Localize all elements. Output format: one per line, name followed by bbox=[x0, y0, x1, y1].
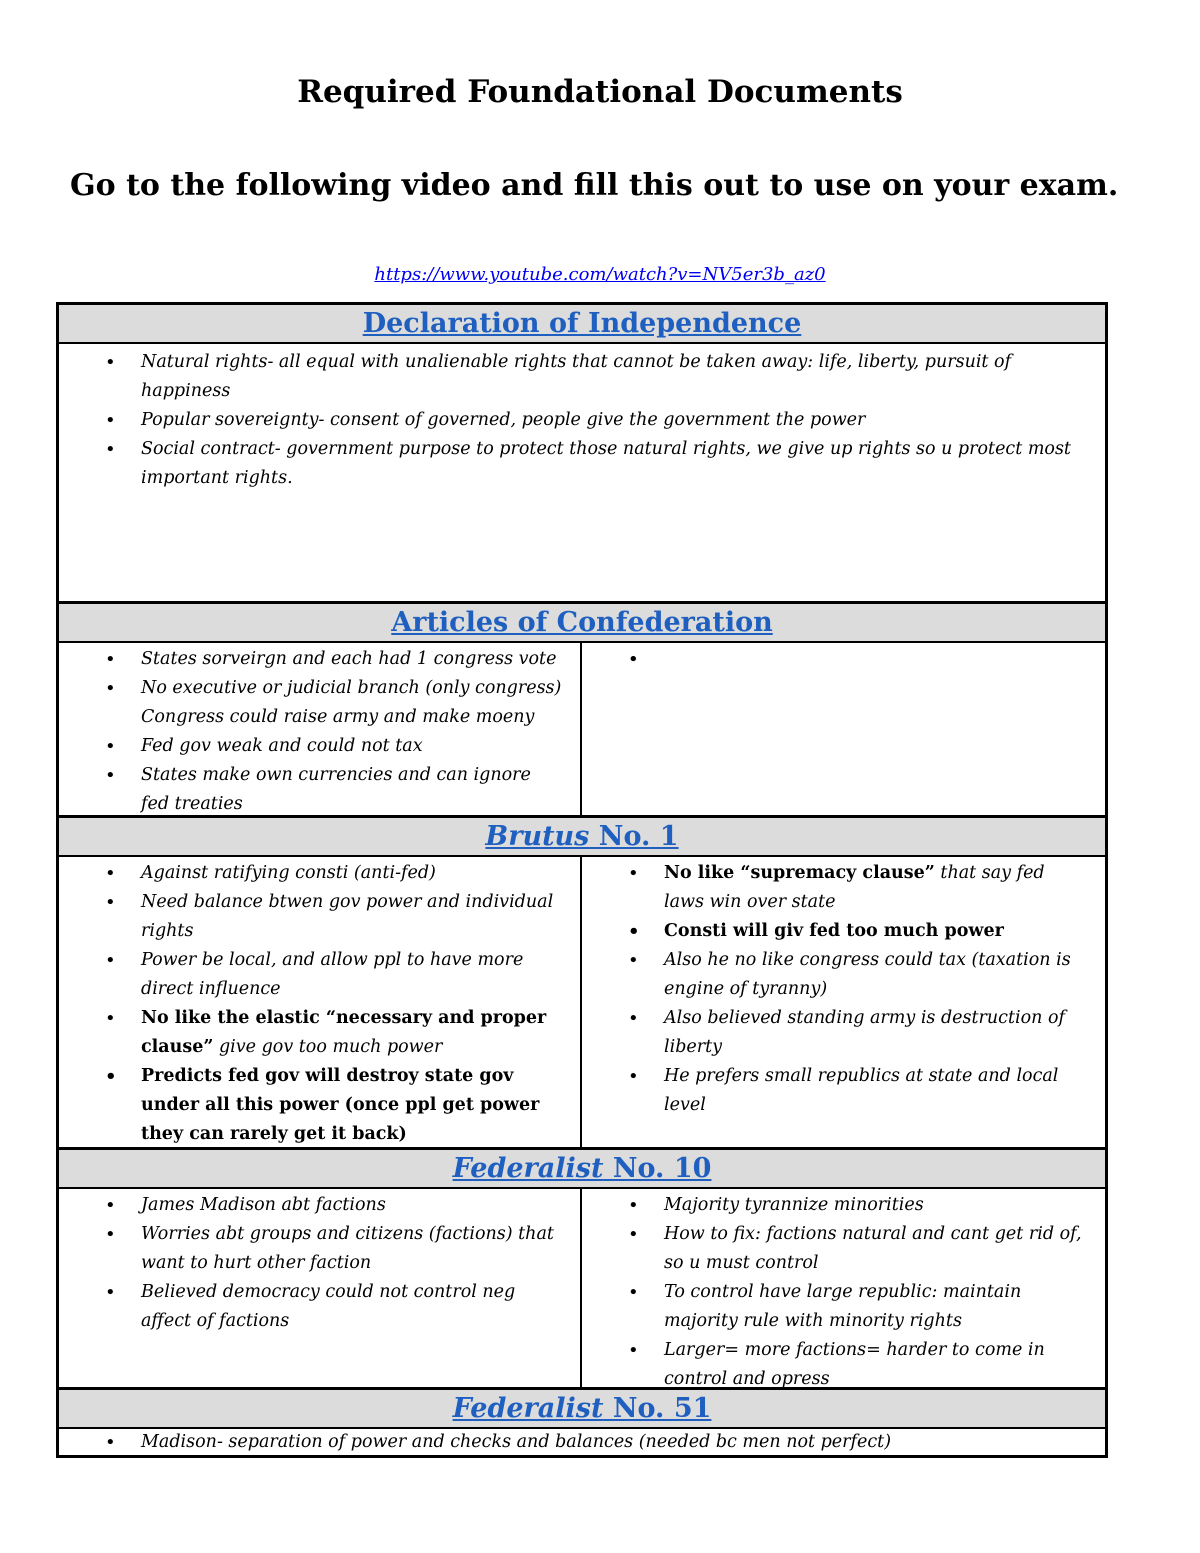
list-item: • Natural rights- all equal with unalienable rights that cannot be taken away: life, liberty, pursuit of happiness bbox=[59, 348, 1105, 406]
right-column bbox=[582, 643, 1105, 815]
list-item: • Against ratifying consti (anti-fed) bbox=[59, 859, 580, 888]
left-column bbox=[59, 857, 582, 1147]
list-item: • No like the elastic “necessary and proper clause” give gov too much power bbox=[59, 1004, 580, 1062]
left-column bbox=[59, 1189, 582, 1387]
bullet-list bbox=[59, 344, 1105, 493]
list-item: • How to fix: factions natural and cant get rid of, so u must control bbox=[582, 1220, 1105, 1278]
right-column bbox=[582, 1189, 1105, 1387]
section-heading bbox=[59, 604, 1105, 643]
list-item: • Power be local, and allow ppl to have more direct influence bbox=[59, 946, 580, 1004]
instructions: Go to the following video and fill this out to use on your exam. bbox=[70, 168, 1119, 203]
list-item-continuation: Congress could raise army and make moeny bbox=[141, 707, 535, 727]
list-item: • Majority tyrannize minorities bbox=[582, 1191, 1105, 1220]
right-column bbox=[582, 857, 1105, 1147]
list-item: • Predicts fed gov will destroy state gov under all this power (once ppl get power they can rarely get it back) bbox=[59, 1062, 580, 1149]
list-item: • Social contract- government purpose to protect those natural rights, we give up rights so u protect most important rights. bbox=[59, 435, 1105, 493]
documents-table bbox=[56, 302, 1108, 1458]
list-item: • To control have large republic: maintain majority rule with minority rights bbox=[582, 1278, 1105, 1336]
section-brutus bbox=[59, 815, 1105, 1147]
heading-link[interactable]: Federalist No. 10 bbox=[452, 1153, 712, 1184]
list-item: • States sorveirgn and each had 1 congress vote bbox=[59, 645, 580, 674]
heading-link[interactable]: Declaration of Independence bbox=[362, 308, 802, 339]
heading-link[interactable]: Brutus No. 1 bbox=[485, 821, 679, 852]
list-item: • No like “supremacy clause” that say fed laws win over state bbox=[582, 859, 1105, 917]
list-item: • No executive or judicial branch (only congress) bbox=[59, 674, 580, 703]
section-heading bbox=[59, 818, 1105, 857]
list-item: • Consti will giv fed too much power bbox=[582, 917, 1105, 946]
video-link[interactable]: https://www.youtube.com/watch?v=NV5er3b_az0 bbox=[374, 264, 826, 285]
list-item: • Believed democracy could not control neg affect of factions bbox=[59, 1278, 580, 1336]
page-title: Required Foundational Documents bbox=[297, 74, 903, 110]
list-item: • He prefers small republics at state and local level bbox=[582, 1062, 1105, 1120]
section-heading bbox=[59, 1390, 1105, 1429]
list-item: • Need balance btwen gov power and individual rights bbox=[59, 888, 580, 946]
list-item: • Worries abt groups and citizens (factions) that want to hurt other faction bbox=[59, 1220, 580, 1278]
section-heading bbox=[59, 305, 1105, 344]
list-item: • Also he no like congress could tax (taxation is engine of tyranny) bbox=[582, 946, 1105, 1004]
section-federalist-10 bbox=[59, 1147, 1105, 1387]
list-item: • Popular sovereignty- consent of governed, people give the government the power bbox=[59, 406, 1105, 435]
section-articles bbox=[59, 601, 1105, 815]
list-item: • States make own currencies and can ignore fed treaties bbox=[59, 761, 580, 819]
list-item: • James Madison abt factions bbox=[59, 1191, 580, 1220]
section-heading bbox=[59, 1150, 1105, 1189]
left-column bbox=[59, 643, 582, 815]
list-item: • Also believed standing army is destruction of liberty bbox=[582, 1004, 1105, 1062]
list-item: • Madison- separation of power and checks and balances (needed bc men not perfect) bbox=[59, 1430, 1105, 1455]
list-item: • Larger= more factions= harder to come in control and opress bbox=[582, 1336, 1105, 1394]
heading-link[interactable]: Federalist No. 51 bbox=[452, 1393, 712, 1424]
section-declaration bbox=[59, 305, 1105, 601]
list-item: • Fed gov weak and could not tax bbox=[59, 732, 580, 761]
section-federalist-51 bbox=[59, 1387, 1105, 1455]
heading-link[interactable]: Articles of Confederation bbox=[391, 607, 773, 638]
